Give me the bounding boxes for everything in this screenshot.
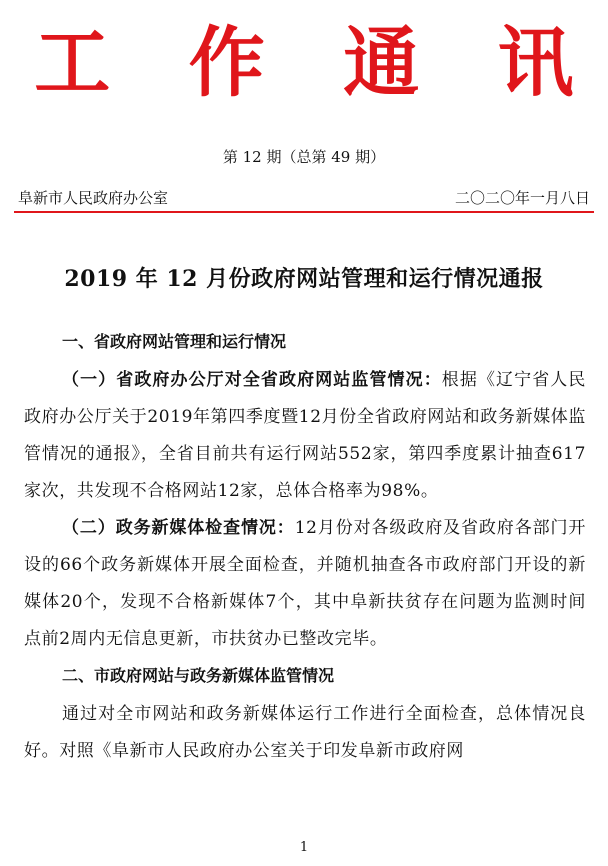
report-title: 2019 年 12 月份政府网站管理和运行情况通报 [64,266,544,292]
section-2-heading: 二、市政府网站与政务新媒体监管情况 [62,666,335,685]
paragraph-text: 通过对全市网站和政务新媒体运行工作进行全面检查，总体情况良好。对照《阜新市人民政府办公室关于印发阜新市政府网 [24,704,586,761]
issuing-office: 阜新市人民政府办公室 [18,189,169,207]
section-2-paragraph-1 [24,696,586,770]
paragraph-lead: （一）省政府办公厅对全省政府网站监管情况： [62,370,442,390]
paragraph-lead: （二）政务新媒体检查情况： [62,518,295,538]
meta-row [18,187,590,208]
paragraph-text: 12月份对各级政府及省政府各部门开设的66个政务新媒体开展全面检查，并随机抽查各市政府部门开设的新媒体20个，发现不合格新媒体7个，其中阜新扶贫存在问题为监测时间点前2周内无信息更新，市扶贫办已整改完毕。 [24,518,586,649]
masthead-title: 工 作 通 讯 [34,18,600,107]
issue-date: 二〇二〇年一月八日 [454,189,590,207]
red-divider-line [14,211,594,213]
section-1-paragraph-1 [24,362,586,510]
issue-number: 第 12 期（总第 49 期） [222,148,386,166]
section-1-heading: 一、省政府网站管理和运行情况 [62,332,287,351]
page-number: 1 [299,840,309,855]
section-1-paragraph-2 [24,510,586,658]
paragraph-text: 根据《辽宁省人民政府办公厅关于2019年第四季度暨12月份全省政府网站和政务新媒体监管情况的通报》，全省目前共有运行网站552家，第四季度累计抽查617家次，共发现不合格网站12家，总体合格率为98%。 [24,370,586,501]
report-body [24,326,586,770]
